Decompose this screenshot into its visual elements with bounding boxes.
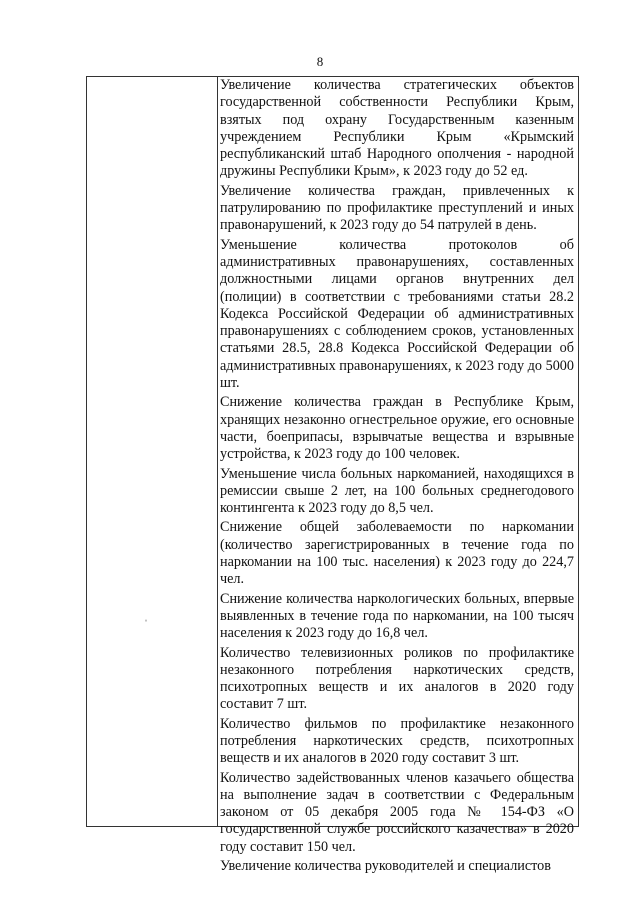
indicator-paragraph: Количество задействованных членов казачьего общества на выполнение задач в соответствии с Федеральным законом от 05 декабря 2005 года № 154-ФЗ «О государственной службе российского казачества» в 2020 году составит 150 чел. [220,769,574,855]
indicator-paragraph: Увеличение количества граждан, привлеченных к патрулированию по профилактике преступлений и иных правонарушений, к 2023 году до 54 патрулей в день. [220,182,574,234]
indicator-paragraph: Увеличение количества стратегических объектов государственной собственности Республики Крым, взятых под охрану Государственным казенным учреждением Республики Крым «Крымский республиканский штаб Народного ополчения - народной дружины Республики Крым», к 2023 году до 52 ед. [220,77,574,180]
indicator-paragraph: Увеличение количества руководителей и специалистов [220,858,551,875]
indicator-paragraph: Снижение количества граждан в Республике Крым, хранящих незаконно огнестрельное оружие, его основные части, боеприпасы, взрывчатые вещества и взрывные устройства, к 2023 году до 100 человек. [220,394,574,463]
indicator-paragraph: Количество телевизионных роликов по профилактике незаконного потребления наркотических средств, психотропных веществ и их аналогов в 2020 году составит 7 шт. [220,644,574,713]
indicator-paragraph: Количество фильмов по профилактике незаконного потребления наркотических средств, психотропных веществ и их аналогов в 2020 году составит 3 шт. [220,715,574,767]
page-number: 8 [316,54,324,69]
indicator-paragraph: Снижение общей заболеваемости по наркомании (количество зарегистрированных в течение года по наркомании на 100 тыс. населения) к 2023 году до 224,7 чел. [220,519,574,588]
indicators-table [86,76,579,875]
column-divider [217,77,218,826]
indicators-cell [220,77,574,875]
indicator-paragraph: Снижение количества наркологических больных, впервые выявленных в течение года по наркомании, на 100 тысяч населения к 2023 году до 16,8 чел. [220,590,574,642]
indicator-paragraph: Уменьшение числа больных наркоманией, находящихся в ремиссии свыше 2 лет, на 100 больных среднегодового контингента к 2023 году до 8,5 чел. [220,465,574,517]
stray-mark: ˌ [144,608,148,622]
indicator-paragraph: Уменьшение количества протоколов об административных правонарушениях, составленных должностными лицами органов внутренних дел (полиции) в соответствии с требованиями статьи 28.2 Кодекса Российской Федерации об административных правонарушениях с соблюдением сроков, установленных статьями 28.5, 28.8 Кодекса Российской Федерации об административных правонарушениях, к 2023 году до 5000 шт. [220,236,574,392]
